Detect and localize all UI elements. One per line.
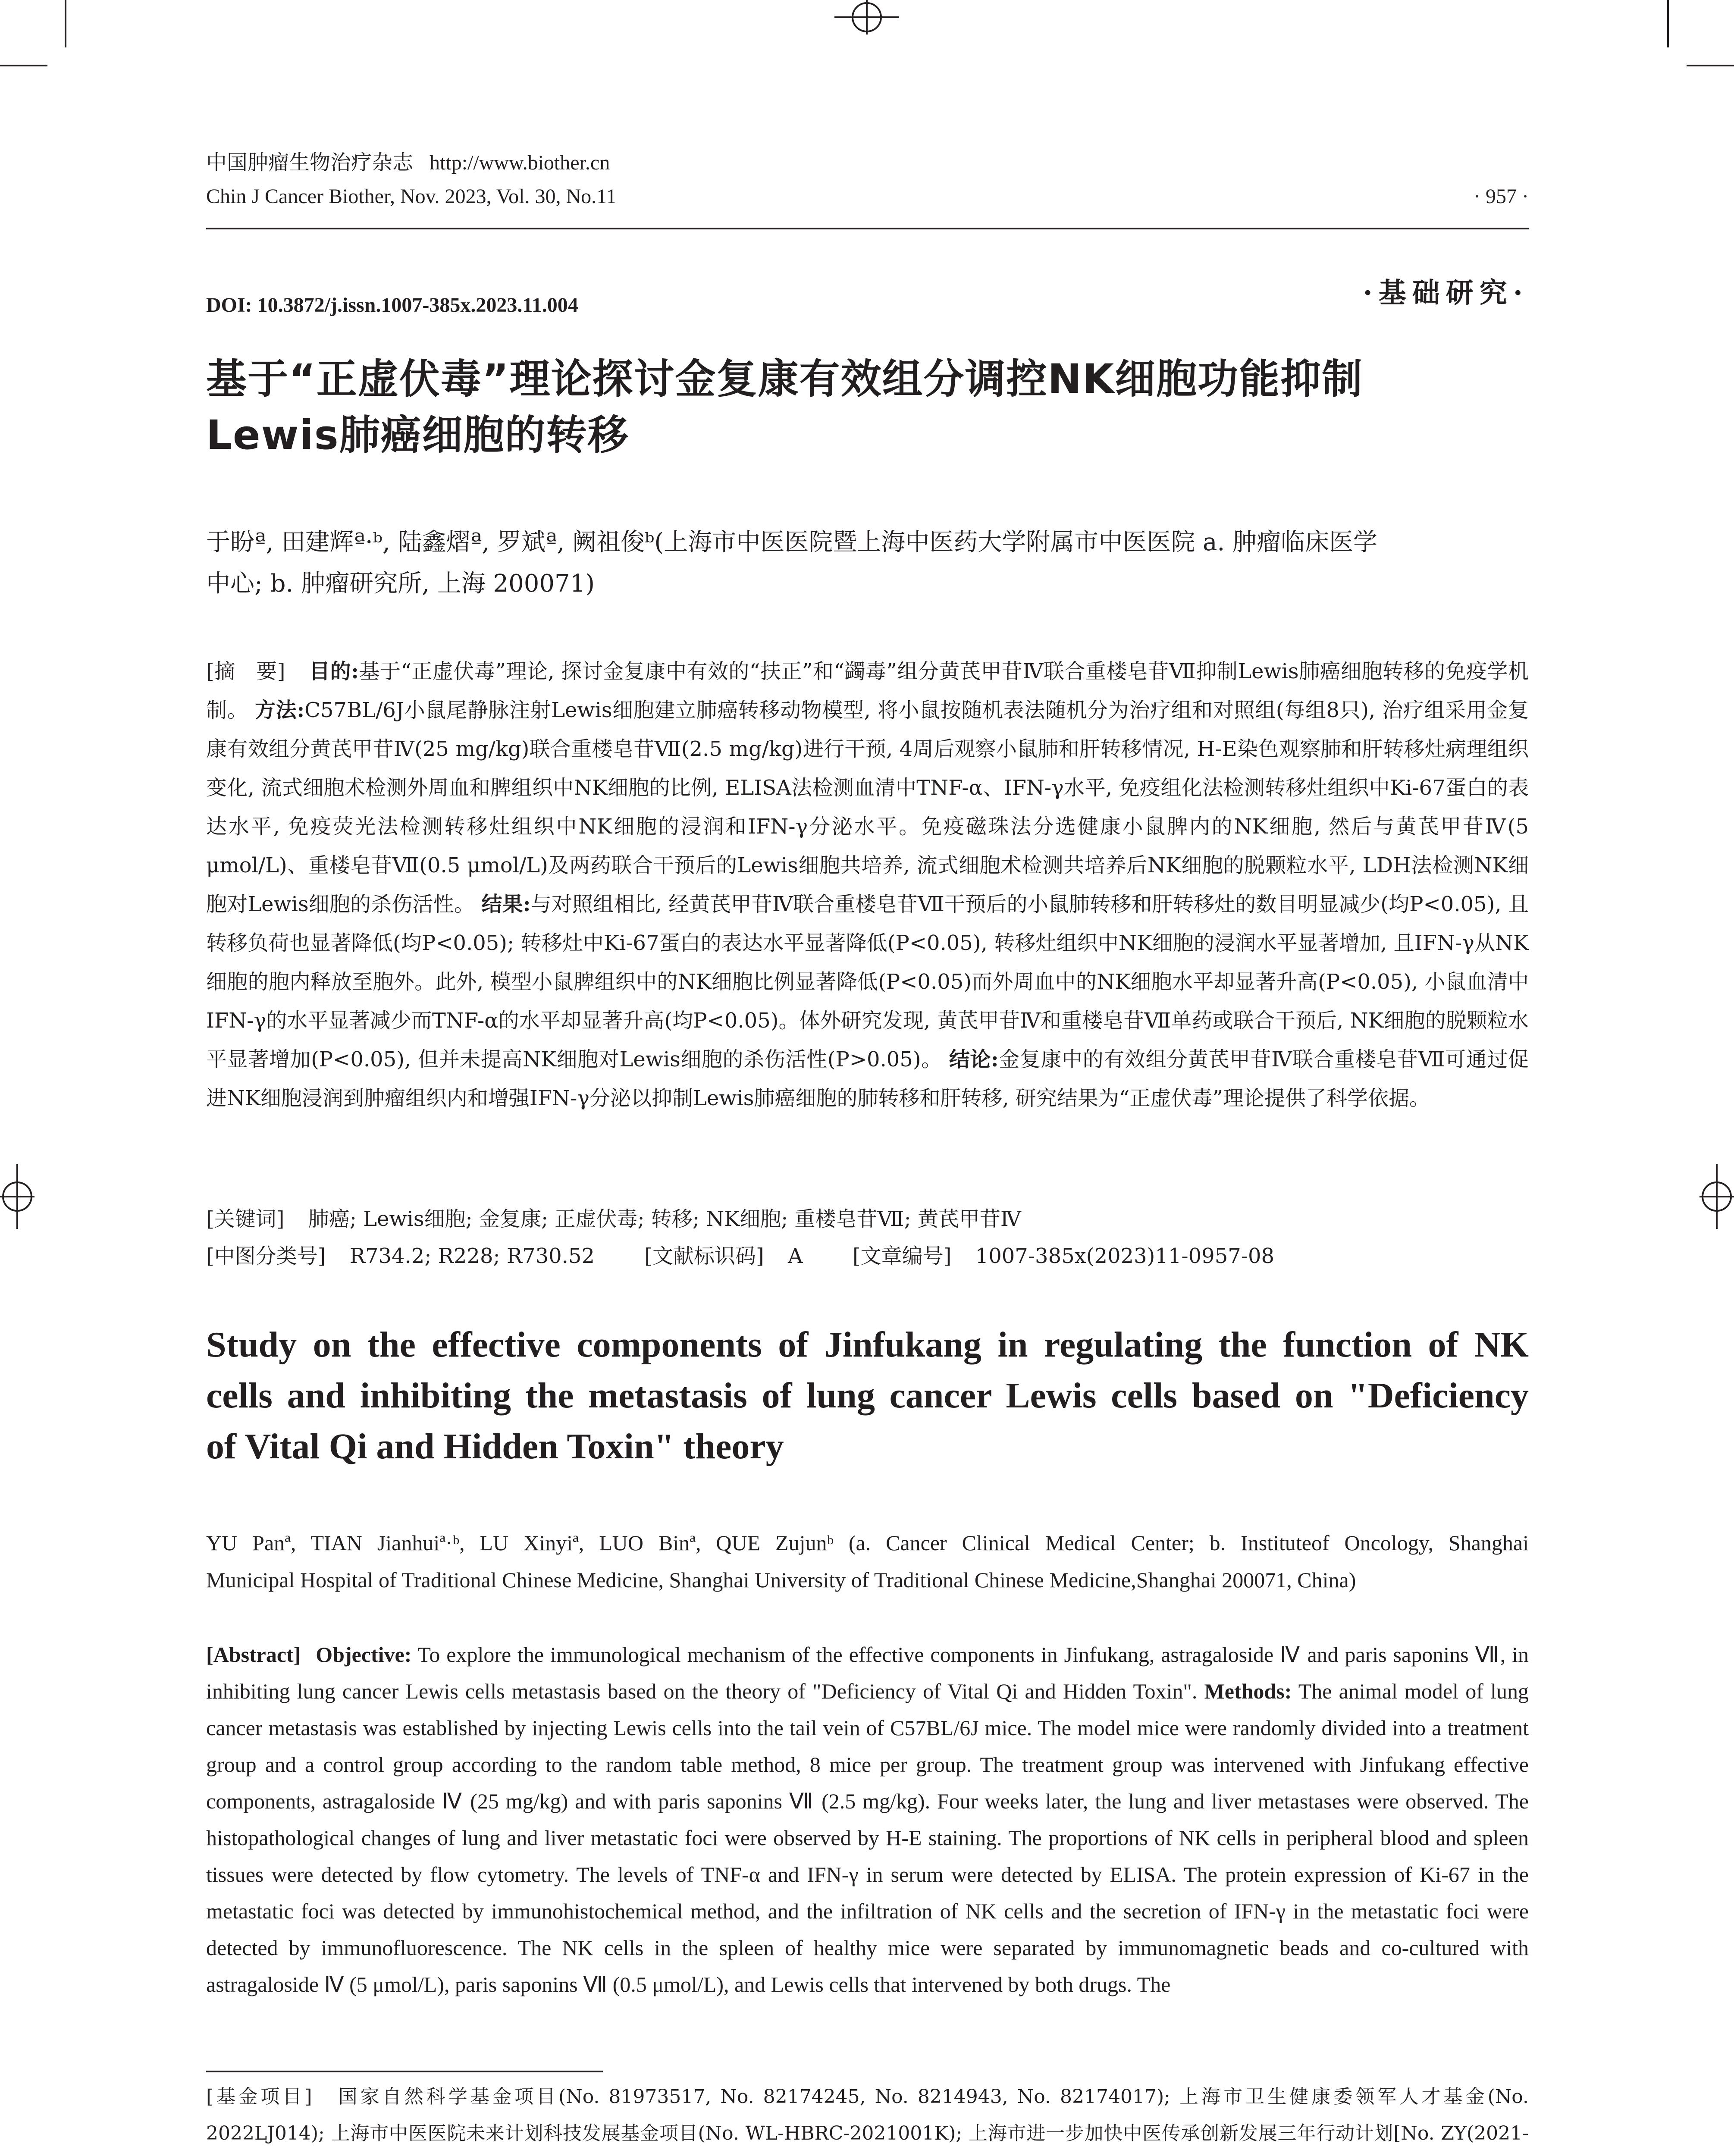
journal-url[interactable]: http://www.biother.cn: [430, 151, 610, 174]
abstract-zh-objective-label: 目的:: [309, 659, 359, 683]
abstract-zh-results: 与对照组相比, 经黄芪甲苷Ⅳ联合重楼皂苷Ⅶ干预后的小鼠肺转移和肝转移灶的数目明显减少(均P<0.05), 且转移负荷也显著降低(均P<0.05); 转移灶中Ki-67蛋白的表达水平显著降低(P<0.05), 转移灶组织中NK细胞的浸润水平显著增加, 且IFN-γ从NK细胞的胞内释放至胞外。此外, 模型小鼠脾组织中的NK细胞比例显著降低(P<0.05)而外周血中的NK细胞水平却显著升高(P<0.05), 小鼠血清中IFN-γ的水平显著减少而TNF-α的水平却显著升高(均P<0.05)。体外研究发现, 黄芪甲苷Ⅳ和重楼皂苷Ⅶ单药或联合干预后, NK细胞的脱颗粒水平显著增加(P<0.05), 但并未提高NK细胞对Lewis细胞的杀伤活性(P>0.05)。: [206, 892, 1529, 1072]
keywords-label: [关键词]: [206, 1207, 285, 1231]
classification-row: [206, 1237, 1529, 1275]
column-heading: ·基础研究·: [1363, 277, 1529, 309]
title-zh: [206, 351, 1529, 464]
clc-label: [中图分类号]: [206, 1244, 326, 1268]
authors-en-line1: YU Panª, TIAN Jianhuiª·ᵇ, LU Xinyiª, LUO Binª, QUE Zujunᵇ (a. Cancer Clinical Medical Center; b. Instituteof Oncology, Shanghai: [206, 1531, 1529, 1555]
header-rule: [206, 228, 1529, 229]
journal-name-en: Chin J Cancer Biother, Nov. 2023, Vol. 30, No.11: [206, 185, 617, 208]
doc-code-label: [文献标识码]: [644, 1244, 764, 1268]
abstract-en-methods-label: Methods:: [1204, 1679, 1292, 1703]
doc-code-value: A: [788, 1244, 803, 1268]
authors-zh-line1: 于盼ª, 田建辉ª·ᵇ, 陆鑫熠ª, 罗斌ª, 阙祖俊ᵇ(上海市中医医院暨上海中医药大学附属市中医医院 a. 肿瘤临床医学: [206, 528, 1378, 556]
fund-label: [基金项目]: [206, 2086, 312, 2108]
abstract-zh-results-label: 结果:: [481, 892, 531, 916]
authors-en-line2: Municipal Hospital of Traditional Chinese Medicine, Shanghai University of Traditional Chinese Medicine,Shanghai 200071, China): [206, 1568, 1356, 1592]
keywords-row: [206, 1200, 1529, 1238]
fund-text: 国家自然科学基金项目(No. 81973517, No. 82174245, No. 8214943, No. 82174017); 上海市卫生健康委领军人才基金(No. 2022LJ014); 上海市中医医院未来计划科技发展基金项目(No. WL-HBRC-2021001K); 上海市进一步加快中医传承创新发展三年行动计划[No. ZY(2021-: [206, 2086, 1529, 2144]
title-en: [206, 1319, 1529, 1472]
abstract-zh-methods-label: 方法:: [255, 698, 305, 722]
abstract-en-objective: To explore the immunological mechanism of the effective components in Jinfukang, astragaloside Ⅳ and paris saponins Ⅶ, in inhibiting lung cancer Lewis cells metastasis based on the theory of "Deficiency of Vital Qi and Hidden Toxin".: [206, 1642, 1529, 1703]
abstract-zh-conclusion: 金复康中的有效组分黄芪甲苷Ⅳ联合重楼皂苷Ⅶ可通过促进NK细胞浸润到肿瘤组织内和增强IFN-γ分泌以抑制Lewis肺癌细胞的肺转移和肝转移, 研究结果为“正虚伏毒”理论提供了科学依据。: [206, 1047, 1529, 1110]
title-zh-line1: 基于“正虚伏毒”理论探讨金复康有效组分调控NK细胞功能抑制: [206, 356, 1364, 403]
abstract-zh: [206, 652, 1529, 1118]
title-en-line3: of Vital Qi and Hidden Toxin" theory: [206, 1426, 784, 1467]
journal-name-zh: 中国肿瘤生物治疗杂志: [206, 151, 414, 174]
crop-mark-top-left-v: [65, 0, 66, 47]
page-number: · 957 ·: [1474, 185, 1529, 208]
abstract-en-label: [Abstract]: [206, 1642, 301, 1667]
footnotes: [206, 2078, 1529, 2156]
abstract-zh-methods: C57BL/6J小鼠尾静脉注射Lewis细胞建立肺癌转移动物模型, 将小鼠按随机表法随机分为治疗组和对照组(每组8只), 治疗组采用金复康有效组分黄芪甲苷Ⅳ(25 mg/kg)联合重楼皂苷Ⅶ(2.5 mg/kg)进行干预, 4周后观察小鼠肺和肝转移情况, H-E染色观察肺和肝转移灶病理组织变化, 流式细胞术检测外周血和脾组织中NK细胞的比例, ELISA法检测血清中TNF-α、IFN-γ水平, 免疫组化法检测转移灶组织中Ki-67蛋白的表达水平, 免疫荧光法检测转移灶组织中NK细胞的浸润和IFN-γ分泌水平。免疫磁珠法分选健康小鼠脾内的NK细胞, 然后与黄芪甲苷Ⅳ(5 μmol/L)、重楼皂苷Ⅶ(0.5 μmol/L)及两药联合干预后的Lewis细胞共培养, 流式细胞术检测共培养后NK细胞的脱颗粒水平, LDH法检测NK细胞对Lewis细胞的杀伤活性。: [206, 698, 1529, 916]
title-en-line2: cells and inhibiting the metastasis of lung cancer Lewis cells based on "Deficiency: [206, 1376, 1529, 1416]
title-en-line1: Study on the effective components of Jinfukang in regulating the function of NK: [206, 1325, 1529, 1365]
article-number-label: [文章编号]: [852, 1244, 952, 1268]
abstract-zh-conclusion-label: 结论:: [949, 1047, 999, 1072]
crop-mark-top-left-h: [0, 65, 47, 66]
abstract-en-objective-label: Objective:: [316, 1642, 412, 1667]
crop-mark-top-right-v: [1667, 0, 1669, 47]
clc-value: R734.2; R228; R730.52: [349, 1244, 595, 1268]
article-number-value: 1007-385x(2023)11-0957-08: [975, 1244, 1275, 1268]
footnote-rule: [206, 2071, 603, 2072]
abstract-en-methods: The animal model of lung cancer metastasis was established by injecting Lewis cells into the tail vein of C57BL/6J mice. The model mice were randomly divided into a treatment group and a control group according to the random table method, 8 mice per group. The treatment group was intervened with Jinfukang effective components, astragaloside Ⅳ (25 mg/kg) and with paris saponins Ⅶ (2.5 mg/kg). Four weeks later, the lung and liver metastases were observed. The histopathological changes of lung and liver metastatic foci were observed by H-E staining. The proportions of NK cells in peripheral blood and spleen tissues were detected by flow cytometry. The levels of TNF-α and IFN-γ in serum were detected by ELISA. The protein expression of Ki-67 in the metastatic foci was detected by immunohistochemical method, and the infiltration of NK cells and the secretion of IFN-γ in the metastatic foci were detected by immunofluorescence. The NK cells in the spleen of healthy mice were separated by immunomagnetic beads and co-cultured with astragaloside Ⅳ (5 μmol/L), paris saponins Ⅶ (0.5 μmol/L), and Lewis cells that intervened by both drugs. The: [206, 1679, 1529, 1996]
abstract-zh-label: [摘 要]: [206, 659, 285, 683]
authors-en: [206, 1524, 1529, 1598]
title-zh-line2: Lewis肺癌细胞的转移: [206, 412, 629, 459]
footnote-fund: [206, 2078, 1529, 2156]
keywords-text: 肺癌; Lewis细胞; 金复康; 正虚伏毒; 转移; NK细胞; 重楼皂苷Ⅶ; 黄芪甲苷Ⅳ: [308, 1207, 1021, 1231]
authors-zh-line2: 中心; b. 肿瘤研究所, 上海 200071): [206, 570, 595, 598]
crop-mark-top-right-h: [1687, 65, 1734, 66]
authors-zh: [206, 522, 1529, 605]
running-header: [206, 150, 616, 210]
abstract-zh-objective: 基于“正虚伏毒”理论, 探讨金复康中有效的“扶正”和“蠲毒”组分黄芪甲苷Ⅳ联合重楼皂苷Ⅶ抑制Lewis肺癌细胞转移的免疫学机制。: [206, 659, 1529, 722]
abstract-en: [206, 1636, 1529, 2003]
doi[interactable]: DOI: 10.3872/j.issn.1007-385x.2023.11.004: [206, 294, 578, 317]
